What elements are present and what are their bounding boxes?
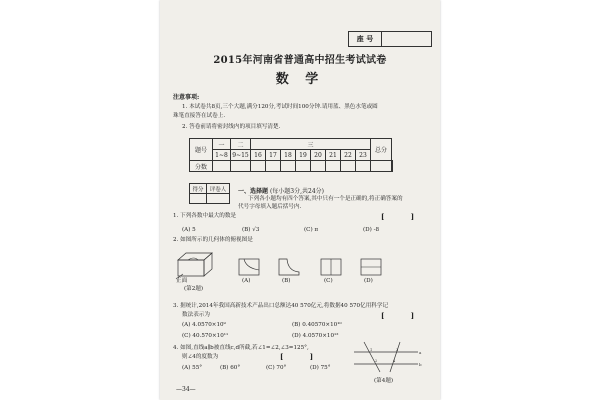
col-label: 20 bbox=[311, 150, 326, 161]
q2-option-b: (B) bbox=[282, 278, 291, 284]
col-label: 18 bbox=[281, 150, 296, 161]
svg-text:b: b bbox=[419, 362, 422, 367]
score-table bbox=[189, 138, 393, 172]
score-cell[interactable] bbox=[371, 161, 392, 172]
svg-text:1: 1 bbox=[370, 348, 373, 352]
svg-text:3: 3 bbox=[396, 348, 399, 352]
seat-label: 座 号 bbox=[349, 32, 382, 46]
q2-option-c: (C) bbox=[324, 278, 333, 284]
q4-figure-caption: (第4题) bbox=[374, 378, 394, 384]
section-one-title: 一、选择题 bbox=[238, 188, 269, 195]
grader-score-cell[interactable] bbox=[190, 194, 207, 204]
score-table-header: 题号 bbox=[190, 139, 213, 161]
question-3-stem: 3. 据统计,2014年我国高新技术产品出口总额达40 570亿元,将数据40 570亿用科学记 bbox=[173, 303, 389, 309]
notes-line-2: 2. 答卷前请将密封线内的项目填写清楚. bbox=[182, 124, 281, 130]
question-1-stem: 1. 下列各数中最大的数是 bbox=[173, 213, 237, 219]
q4-option-c: (C) 70° bbox=[266, 365, 287, 371]
col-label: 9~15 bbox=[232, 151, 249, 159]
exam-title: 2015年河南省普通高中招生考试试卷 bbox=[213, 55, 387, 66]
total-cell[interactable] bbox=[392, 161, 393, 172]
question-2-stem: 2. 如图所示的几何体的俯视图是 bbox=[173, 237, 253, 243]
question-3-stem-2: 数法表示为 bbox=[182, 312, 210, 318]
notes-line-1b: 珠笔直接答在试卷上. bbox=[173, 113, 226, 119]
q3-option-a: (A) 4.0570×10⁹ bbox=[182, 322, 226, 328]
col-label: 16 bbox=[251, 150, 266, 161]
q1-option-b: (B) √3 bbox=[242, 227, 260, 233]
q2-option-b-figure bbox=[278, 258, 300, 276]
svg-text:a: a bbox=[419, 350, 422, 355]
q2-figure-caption: (第2题) bbox=[184, 286, 204, 292]
q1-option-c: (C) π bbox=[304, 227, 319, 233]
score-cell[interactable] bbox=[213, 161, 231, 172]
q3-option-c: (C) 40.570×10¹¹ bbox=[182, 333, 229, 339]
answer-bracket[interactable]: [ ] bbox=[280, 352, 326, 361]
section-one-points: (每小题3分,共24分) bbox=[269, 188, 324, 195]
q2-option-d-figure bbox=[360, 258, 382, 276]
page-number: —34— bbox=[176, 386, 196, 393]
q4-option-a: (A) 55° bbox=[182, 365, 203, 371]
q2-option-a-figure bbox=[238, 258, 260, 276]
score-cell[interactable] bbox=[356, 161, 371, 172]
svg-text:2: 2 bbox=[375, 359, 378, 363]
answer-bracket[interactable]: [ ] bbox=[381, 311, 427, 320]
grader-table bbox=[189, 183, 230, 204]
q2-option-c-figure bbox=[320, 258, 342, 276]
grader-name-cell[interactable] bbox=[207, 194, 230, 204]
q1-option-d: (D) -8 bbox=[363, 227, 380, 233]
question-4-stem-2: 则∠4的度数为 bbox=[182, 354, 219, 360]
question-4-stem: 4. 如图,直线a∥b被直线c,d所截,若∠1=∠2,∠3=125°, bbox=[173, 345, 309, 351]
q3-option-b: (B) 0.40570×10¹⁰ bbox=[292, 322, 342, 328]
group-one: 一 bbox=[213, 139, 231, 150]
col-label: 21 bbox=[326, 150, 341, 161]
q2-front-label: 正面 bbox=[176, 278, 188, 284]
section-one-instruction: 下列各小题均有四个答案,其中只有一个是正确的,将正确答案的 bbox=[248, 196, 403, 202]
svg-text:4: 4 bbox=[393, 359, 396, 363]
score-cell[interactable] bbox=[296, 161, 311, 172]
notes-heading: 注意事项: bbox=[173, 94, 200, 101]
score-cell[interactable] bbox=[231, 161, 251, 172]
subject-title: 数 学 bbox=[275, 72, 325, 87]
grader-label: 评卷人 bbox=[207, 184, 230, 194]
q4-parallel-lines-figure bbox=[350, 340, 422, 374]
score-cell[interactable] bbox=[326, 161, 341, 172]
q2-option-a: (A) bbox=[242, 278, 251, 284]
q3-option-d: (D) 4.0570×10¹² bbox=[292, 333, 339, 339]
seat-number-box bbox=[348, 31, 432, 47]
q1-option-a: (A) 5 bbox=[182, 227, 196, 233]
group-two: 二 bbox=[231, 139, 251, 150]
group-three: 三 bbox=[251, 139, 371, 150]
exam-paper bbox=[160, 0, 440, 400]
grader-score-label: 得分 bbox=[190, 184, 207, 194]
q2-option-d: (D) bbox=[364, 278, 373, 284]
total-header: 总分 bbox=[371, 139, 392, 161]
section-one-instruction-2: 代号字母填入题后括号内. bbox=[238, 204, 302, 210]
col-label: 17 bbox=[266, 150, 281, 161]
score-cell[interactable] bbox=[311, 161, 326, 172]
score-row-label: 分数 bbox=[190, 161, 213, 172]
q4-option-b: (B) 60° bbox=[220, 365, 241, 371]
col-label: 23 bbox=[356, 150, 371, 161]
col-label: 19 bbox=[296, 150, 311, 161]
score-cell[interactable] bbox=[266, 161, 281, 172]
answer-bracket[interactable]: [ ] bbox=[381, 212, 427, 221]
col-label: 1~8 bbox=[213, 150, 231, 161]
score-cell[interactable] bbox=[251, 161, 266, 172]
notes-line-1: 1. 本试卷共8页,三个大题,满分120分,考试时间100分钟.请用蓝、黑色水笔或圆 bbox=[182, 104, 378, 110]
col-label: 22 bbox=[341, 150, 356, 161]
section-one-header bbox=[238, 186, 324, 195]
q4-option-d: (D) 75° bbox=[310, 365, 331, 371]
score-cell[interactable] bbox=[281, 161, 296, 172]
score-cell[interactable] bbox=[341, 161, 356, 172]
